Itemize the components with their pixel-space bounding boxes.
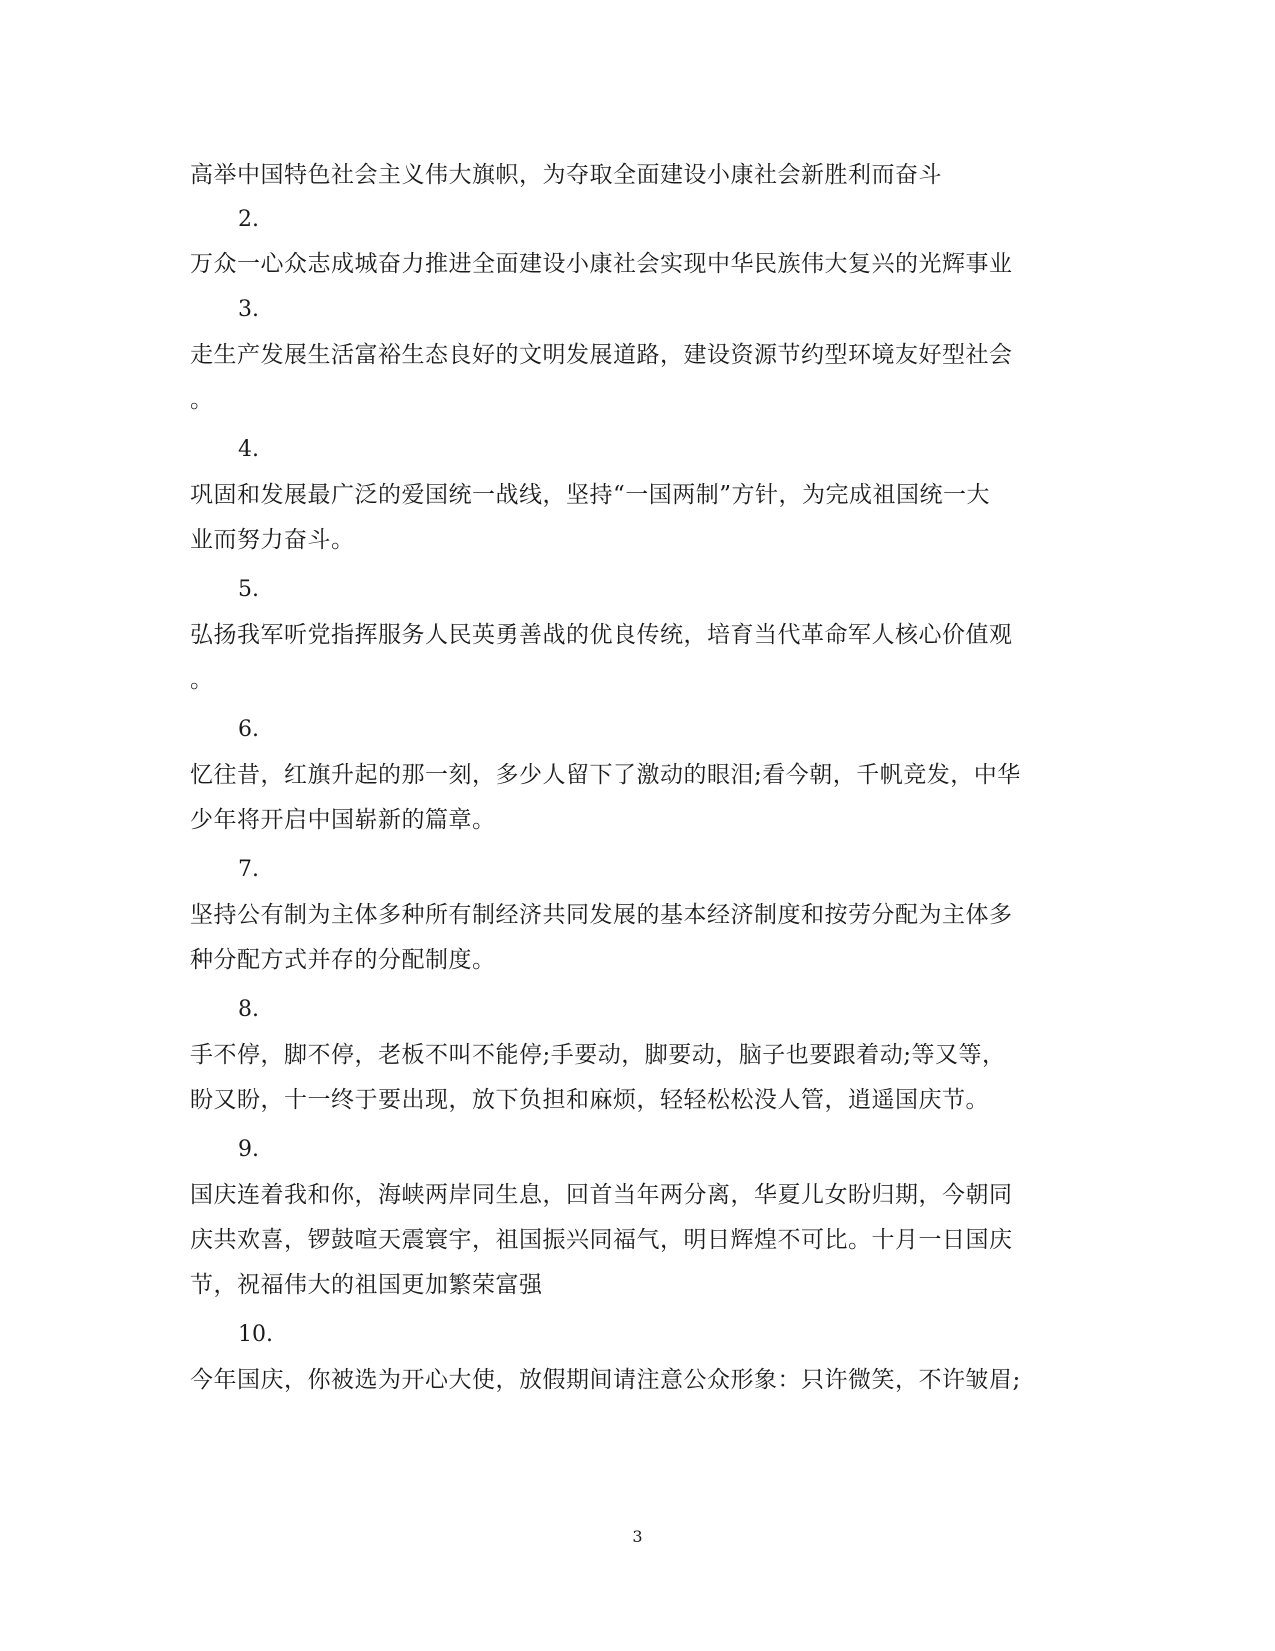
text-line: 巩固和发展最广泛的爱国统一战线，坚持“一国两制”方针，为完成祖国统一大 <box>190 482 991 508</box>
text-line: 今年国庆，你被选为开心大使，放假期间请注意公众形象：只许微笑，不许皱眉; <box>190 1367 1021 1393</box>
text-line: 走生产发展生活富裕生态良好的文明发展道路，建设资源节约型环境友好型社会 <box>190 342 1013 368</box>
item-number: 4. <box>238 437 259 462</box>
text-line: 万众一心众志成城奋力推进全面建设小康社会实现中华民族伟大复兴的光辉事业 <box>190 251 1013 277</box>
text-line: 弘扬我军听党指挥服务人民英勇善战的优良传统，培育当代革命军人核心价值观 <box>190 622 1013 648</box>
text-line: 种分配方式并存的分配制度。 <box>190 947 496 973</box>
item-number: 8. <box>238 997 259 1022</box>
text-line: 少年将开启中国崭新的篇章。 <box>190 807 496 833</box>
text-line: 盼又盼，十一终于要出现，放下负担和麻烦，轻轻松松没人管，逍遥国庆节。 <box>190 1087 989 1113</box>
text-line: 。 <box>190 387 214 413</box>
item-number: 10. <box>238 1322 273 1347</box>
text-line: 坚持公有制为主体多种所有制经济共同发展的基本经济制度和按劳分配为主体多 <box>190 902 1013 928</box>
text-line: 庆共欢喜，锣鼓喧天震寰宇，祖国振兴同福气，明日辉煌不可比。十月一日国庆 <box>190 1227 1013 1253</box>
item-number: 7. <box>238 857 259 882</box>
item-number: 3. <box>238 297 259 322</box>
item-number: 2. <box>238 207 259 232</box>
text-line: 手不停，脚不停，老板不叫不能停;手要动，脚要动，脑子也要跟着动;等又等， <box>190 1042 1006 1068</box>
text-line: 。 <box>190 667 214 693</box>
text-line: 高举中国特色社会主义伟大旗帜，为夺取全面建设小康社会新胜利而奋斗 <box>190 162 942 188</box>
text-line: 国庆连着我和你，海峡两岸同生息，回首当年两分离，华夏儿女盼归期，今朝同 <box>190 1182 1013 1208</box>
text-line: 业而努力奋斗。 <box>190 527 355 553</box>
text-line: 忆往昔，红旗升起的那一刻，多少人留下了激动的眼泪;看今朝，千帆竞发，中华 <box>190 762 1021 788</box>
item-number: 6. <box>238 717 259 742</box>
text-line: 节，祝福伟大的祖国更加繁荣富强 <box>190 1272 543 1298</box>
item-number: 5. <box>238 577 259 602</box>
page-number: 3 <box>632 1527 643 1546</box>
item-number: 9. <box>238 1137 259 1162</box>
